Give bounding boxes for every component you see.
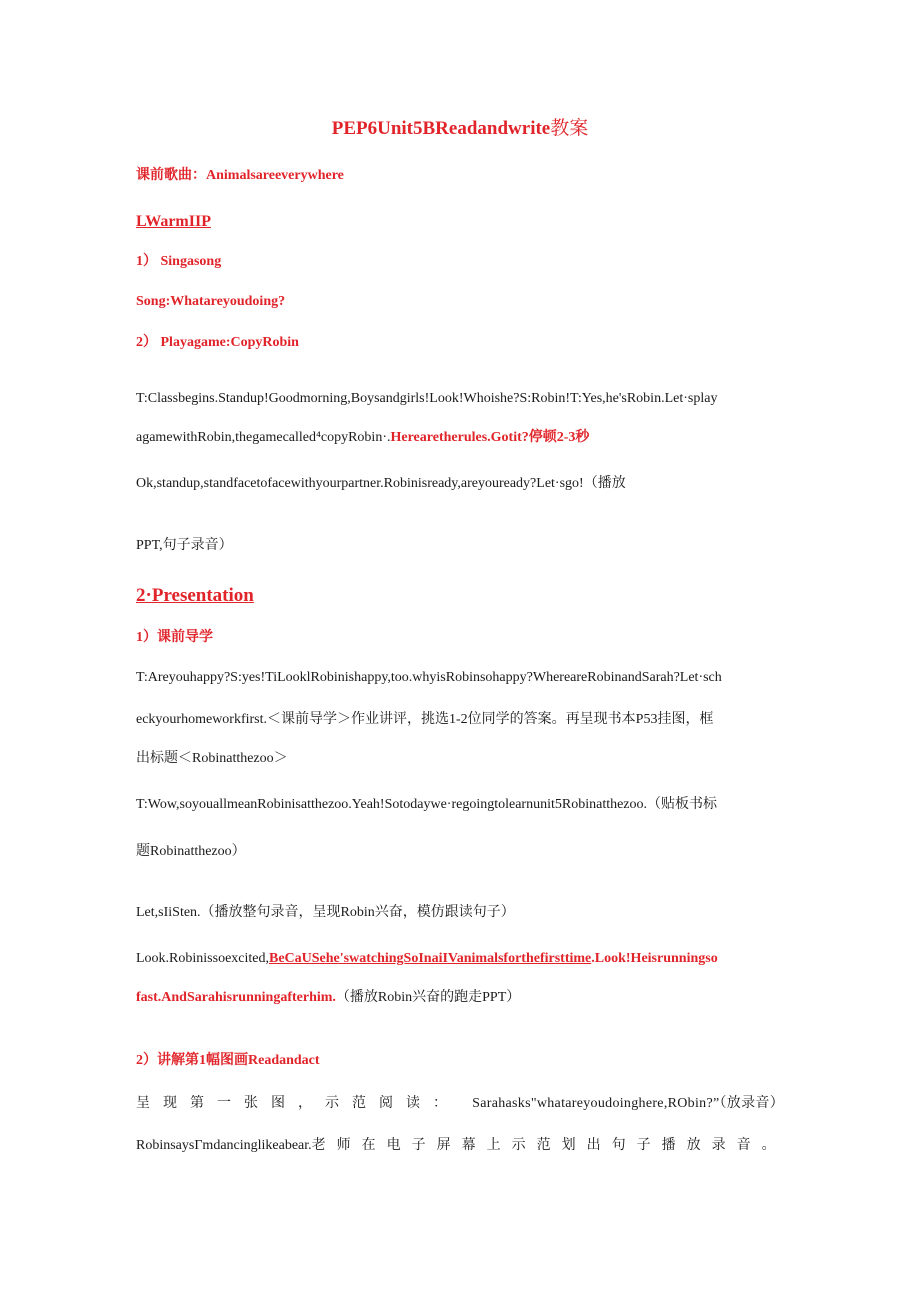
paragraph-2-line-2: PPT,句子录音） (136, 538, 233, 553)
title-chinese: 教案 (550, 118, 589, 139)
paragraph-1-line-2 (136, 428, 784, 448)
paragraph-3-line-1: T:Areyouhappy?S:yes!TiLooklRobinishappy,too.whyisRobinsohappy?WhereareRobinandSarah?Let·sch (136, 670, 722, 685)
warmup-item-1: 1） Singasong (136, 254, 222, 269)
paragraph-3-line-2: eckyourhomeworkfirst.＜课前导学＞作业讲评，挑选1-2位同学的答案。再呈现书本P53挂图，框 (136, 712, 714, 727)
warmup-song: Song:Whatareyoudoing? (136, 294, 286, 309)
section-presentation (136, 584, 784, 610)
paragraph-6-line-1-highlight: .Look!Heisrunningso (591, 951, 718, 966)
paragraph-1-line-2-plain: agamewithRobin,thegamecalled⁴copyRobin·. (136, 430, 391, 445)
presentation-item-1: 1）课前导学 (136, 630, 213, 645)
document-title (0, 116, 920, 142)
paragraph-7-line-1-chinese: 呈现第一张图，示范阅读： (136, 1096, 460, 1111)
title-english: PEP6Unit5BReadandwrite (331, 118, 551, 139)
paragraph-7-line-1-english: Sarahasks"whatareyoudoinghere,RObin?”（放录音） (472, 1096, 784, 1111)
paragraph-7-line-2-chinese: 老师在电子屏幕上示范划出句子播放录音。 (311, 1138, 787, 1153)
presentation-item-2: 2）讲解第1幅图画Readandact (136, 1053, 320, 1068)
paragraph-5-line-1: Let,sIiSten.（播放整句录音，呈现Robin兴奋，模仿跟读句子） (136, 905, 515, 920)
paragraph-6-line-2-plain: （播放Robin兴奋的跑走PPT） (335, 990, 521, 1005)
paragraph-1-line-2-highlight: Herearetherules.Gotit?停顿2-3秒 (390, 430, 590, 445)
paragraph-6-line-1-underlined: BeCaUSehe'swatchingSoInaiIVanimalsforthefirsttime (269, 951, 592, 966)
section-presentation-heading: 2·Presentation (136, 585, 254, 606)
paragraph-2-line-1: Ok,standup,standfacetofacewithyourpartner.Robinisready,areyouready?Let·sgo!（播放 (136, 476, 626, 491)
paragraph-6-line-1-plain: Look.Robinissoexcited, (136, 951, 269, 966)
paragraph-7-line-1 (136, 1094, 784, 1114)
paragraph-6-line-2-highlight: fast.AndSarahisrunningafterhim. (136, 990, 336, 1005)
section-warmup (136, 212, 784, 233)
paragraph-6-line-2 (136, 988, 784, 1008)
paragraph-4-line-1: T:Wow,soyouallmeanRobinisatthezoo.Yeah!Sotodaywe·regoingtolearnunit5Robinatthezoo.（贴板书标 (136, 797, 718, 812)
song-line: 课前歌曲：Animalsareeverywhere (136, 168, 344, 183)
paragraph-7-line-2-english: RobinsaysΓmdancinglikeabear. (136, 1138, 312, 1153)
paragraph-1-line-1: T:Classbegins.Standup!Goodmorning,Boysandgirls!Look!Whoishe?S:Robin!T:Yes,he'sRobin.Let·splay (136, 391, 718, 406)
paragraph-3-line-3: 出标题＜Robinatthezoo＞ (136, 751, 288, 766)
paragraph-6-line-1 (136, 949, 784, 969)
paragraph-7-line-2 (136, 1136, 787, 1156)
section-warmup-heading: LWarmIIP (136, 213, 211, 230)
paragraph-4-line-2: 题Robinatthezoo） (136, 844, 246, 859)
warmup-item-2: 2） Playagame:CopyRobin (136, 335, 299, 350)
